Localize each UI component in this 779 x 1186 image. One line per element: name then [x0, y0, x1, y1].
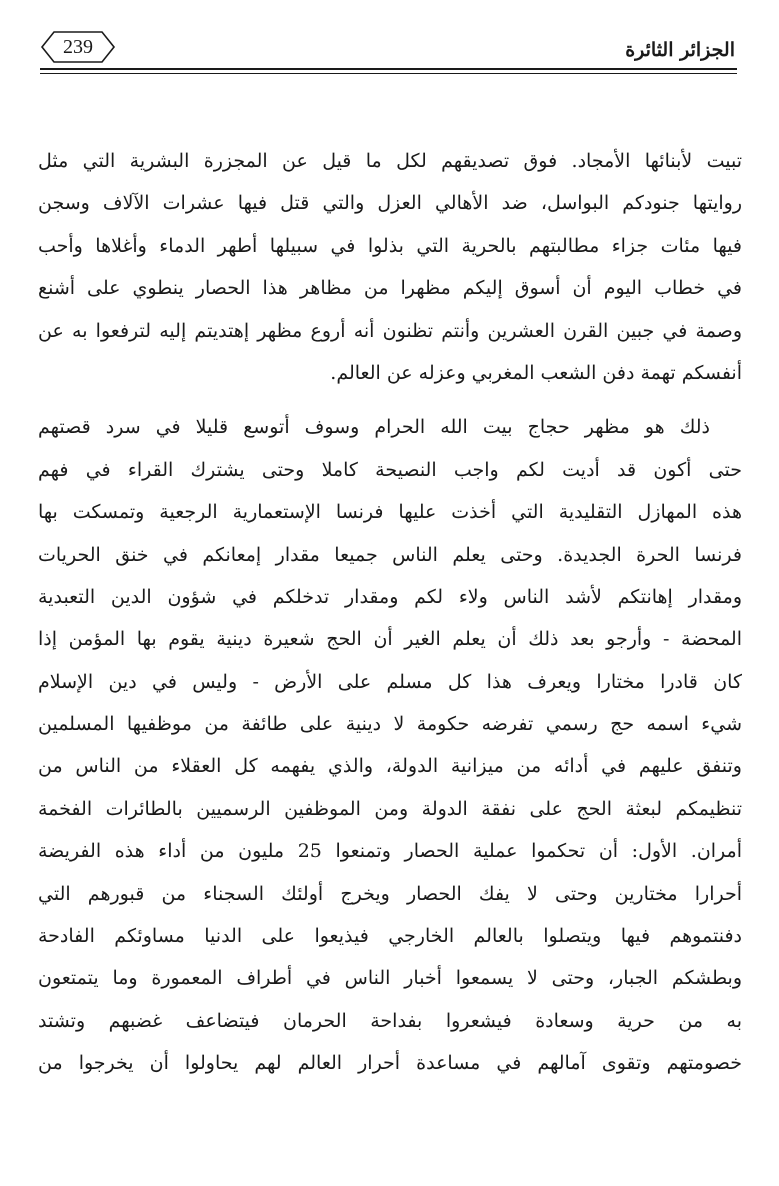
page-number-badge: [40, 30, 116, 64]
header-rule: [40, 68, 737, 70]
text-line: وتنفق عليهم في أدائه من ميزانية الدولة، والذي يفهمه كل العقلاء من الناس من: [38, 755, 742, 778]
text-line: المحضة - وأرجو بعد ذلك أن يعلم الغير أن الحج شعيرة دينية يقوم بها المؤمن إذا: [38, 628, 742, 651]
text-line: روايتها جنودكم البواسل، ضد الأهالي العزل والتي قتل فيها عشرات الآلاف وسجن: [38, 192, 742, 215]
text-line: وبطشكم الجبار، وحتى لا يسمعوا أخبار الناس في أطراف المعمورة وما يتمتعون: [38, 967, 742, 990]
text-line: به من حرية وسعادة فيشعروا بفداحة الحرمان فيتضاعف غضبهم وتشتد: [38, 1009, 742, 1032]
text-line: في خطاب اليوم أن أسوق إليكم مظهرا من مظاهر هذا الحصار ينطوي على أشنع: [38, 277, 742, 300]
text-line: شيء اسمه حج رسمي تفرضه حكومة لا دينية على طائفة من موظفيها المسلمين: [38, 713, 742, 736]
text-line: تنظيمكم لبعثة الحج على نفقة الدولة ومن الموظفين الرسميين بالطائرات الفخمة: [38, 797, 742, 820]
text-line: أحرارا مختارين وحتى لا يفك الحصار ويخرج أولئك السجناء من قبورهم التي: [38, 882, 742, 905]
page-number: 239: [63, 36, 93, 58]
text-line: أمران. الأول: أن تحكموا عملية الحصار وتمنعوا 25 مليون من أداء هذه الفريضة: [38, 840, 742, 863]
text-line: ذلك هو مظهر حجاج بيت الله الحرام وسوف أتوسع قليلا في سرد قصتهم: [38, 416, 710, 439]
running-title: الجزائر الثائرة: [625, 39, 735, 61]
paragraph-gap: [38, 394, 742, 406]
body-text: [38, 140, 742, 1085]
paragraph: [38, 406, 742, 1084]
text-line: كان قادرا مختارا ويعرف هذا كل مسلم على الأرض - وليس في دين الإسلام: [38, 670, 742, 693]
text-line: هذه المهازل التقليدية التي أخذت عليها فرنسا الإستعمارية الرجعية وتمسكت بها: [38, 501, 742, 524]
text-line: ومقدار إهانتكم لأشد الناس ولاء لكم ومقدار تدخلكم في شؤون الدين التعبدية: [38, 585, 742, 608]
text-line: خصومتهم وتقوى آمالهم في مساعدة أحرار العالم لهم يحاولوا أن يخرجوا من: [38, 1052, 742, 1075]
header-rule-thin: [40, 73, 737, 74]
text-line: أنفسكم تهمة دفن الشعب المغربي وعزله عن العالم.: [330, 361, 742, 384]
text-line: دفنتموهم فيها ويتصلوا بالعالم الخارجي فيذيعوا على الدنيا مساوئكم الفادحة: [38, 925, 742, 948]
text-line: فرنسا الحرة الجديدة. وحتى يعلم الناس جميعا مقدار إمعانكم في خنق الحريات: [38, 543, 742, 566]
text-line: وصمة في جبين القرن العشرين وأنتم تظنون أنه أروع مظهر إهتديتم إليه لترفعوا به عن: [38, 319, 742, 342]
text-line: تبيت لأبنائها الأمجاد. فوق تصديقهم لكل ما قيل عن المجزرة البشرية التي مثل: [38, 150, 742, 172]
text-line: فيها مئات جزاء مطالبتهم بالحرية التي بذلوا في سبيلها أطهر الدماء وأغلاها وأحب: [38, 234, 742, 257]
paragraph: [38, 140, 742, 394]
text-line: حتى أكون قد أديت لكم واجب النصيحة كاملا وحتى يشترك القراء في فهم: [38, 458, 742, 481]
